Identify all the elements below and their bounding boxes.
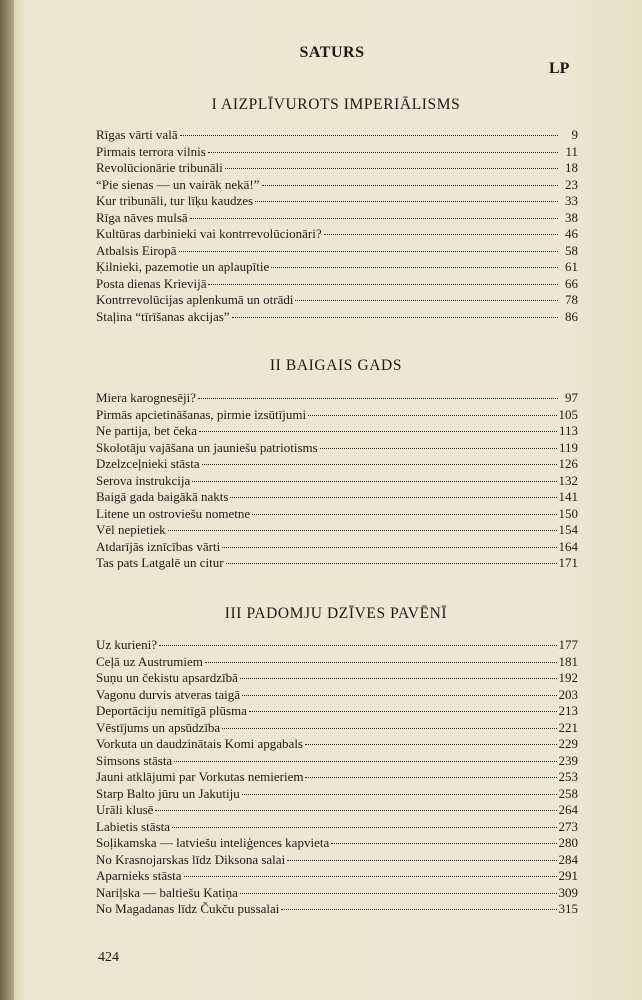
toc-entry bbox=[96, 901, 578, 918]
toc-entry-page: 11 bbox=[565, 143, 578, 159]
toc-entry-page: 171 bbox=[558, 555, 578, 570]
toc-entry-title: Soļikamska — latviešu inteliģences kapvieta bbox=[96, 835, 330, 850]
toc-entry-page: 18 bbox=[565, 160, 578, 175]
toc-entry-page: 164 bbox=[558, 538, 578, 554]
toc-entry-page: 132 bbox=[558, 472, 578, 488]
page-number: 424 bbox=[98, 950, 119, 965]
dot-leader bbox=[226, 563, 557, 564]
toc-entry bbox=[96, 226, 578, 243]
toc-entry bbox=[96, 885, 578, 902]
toc-entry bbox=[96, 720, 578, 737]
dot-leader bbox=[155, 810, 556, 811]
toc-entry bbox=[96, 210, 578, 227]
toc-entry-title: Starp Balto jūru un Jakutiju bbox=[96, 785, 240, 801]
toc-entry bbox=[96, 440, 578, 457]
toc-entry-page: 273 bbox=[558, 818, 578, 834]
toc-entry-title: Kultūras darbinieki vai kontrrevolūcionāri? bbox=[96, 226, 322, 241]
toc-entry bbox=[96, 522, 578, 539]
toc-entry-page: 239 bbox=[558, 752, 578, 768]
toc-entry-page: 78 bbox=[565, 292, 578, 307]
toc-entry-title: Simsons stāsta bbox=[96, 752, 173, 768]
toc-entry bbox=[96, 407, 578, 424]
toc-entry-page: 105 bbox=[558, 406, 578, 422]
toc-entry bbox=[96, 852, 578, 869]
toc-entry bbox=[96, 160, 578, 177]
toc-entry-title: Pirmās apcietināšanas, pirmie izsūtījumi bbox=[96, 406, 307, 422]
page-column-label: LP bbox=[549, 60, 570, 77]
dot-leader bbox=[252, 514, 556, 515]
dot-leader bbox=[287, 860, 556, 861]
toc-entry-page: 66 bbox=[565, 275, 578, 291]
toc-entry bbox=[96, 423, 578, 440]
dot-leader bbox=[230, 497, 556, 498]
toc-entry-page: 119 bbox=[558, 439, 578, 455]
dot-leader bbox=[184, 876, 557, 877]
toc-entry-title: Baigā gada baigākā nakts bbox=[96, 489, 229, 504]
dot-leader bbox=[208, 152, 558, 153]
dot-leader bbox=[305, 744, 557, 745]
toc-entry-page: 181 bbox=[558, 653, 578, 669]
toc-entry bbox=[96, 819, 578, 836]
toc-entry bbox=[96, 637, 578, 654]
toc-section-3 bbox=[96, 637, 578, 918]
toc-section-1 bbox=[96, 127, 578, 325]
toc-entry-title: Litene un ostroviešu nometne bbox=[96, 505, 251, 521]
toc-entry-title: Vorkuta un daudzinātais Komi apgabals bbox=[96, 736, 303, 751]
dot-leader bbox=[232, 317, 558, 318]
toc-entry bbox=[96, 309, 578, 326]
toc-entry bbox=[96, 753, 578, 770]
toc-entry bbox=[96, 703, 578, 720]
section-title-2: II BAIGAIS GADS bbox=[269, 357, 403, 374]
toc-entry-title: Atdarījās iznīcības vārti bbox=[96, 538, 221, 554]
dot-leader bbox=[222, 728, 556, 729]
toc-entry bbox=[96, 506, 578, 523]
dot-leader bbox=[198, 398, 558, 399]
dot-leader bbox=[295, 300, 558, 301]
toc-entry-page: 177 bbox=[558, 637, 578, 652]
dot-leader bbox=[271, 267, 558, 268]
dot-leader bbox=[242, 695, 556, 696]
toc-entry bbox=[96, 539, 578, 556]
toc-entry-title: Dzelzceļnieki stāsta bbox=[96, 456, 200, 471]
toc-entry-title: Aparnieks stāsta bbox=[96, 868, 182, 883]
toc-entry-title: Posta dienas Krievijā bbox=[96, 275, 207, 291]
dot-leader bbox=[262, 185, 558, 186]
toc-entry bbox=[96, 555, 578, 572]
toc-entry-page: 97 bbox=[565, 390, 578, 405]
dot-leader bbox=[240, 893, 557, 894]
toc-entry-page: 126 bbox=[558, 456, 578, 471]
toc-entry-title: “Pie sienas — un vairāk nekā!” bbox=[96, 176, 260, 192]
toc-entry-page: 150 bbox=[558, 505, 578, 521]
toc-entry-page: 86 bbox=[565, 308, 578, 324]
toc-entry-title: Serova instrukcija bbox=[96, 472, 191, 488]
toc-entry-title: Tas pats Latgalē un citur bbox=[96, 555, 224, 570]
toc-entry bbox=[96, 868, 578, 885]
dot-leader bbox=[172, 827, 556, 828]
toc-entry bbox=[96, 193, 578, 210]
toc-entry bbox=[96, 177, 578, 194]
dot-leader bbox=[222, 547, 556, 548]
toc-entry-page: 38 bbox=[565, 209, 578, 225]
toc-entry-page: 280 bbox=[558, 835, 578, 850]
toc-entry-title: Ķilnieki, pazemotie un aplaupītie bbox=[96, 259, 270, 274]
toc-entry-title: Uz kurieni? bbox=[96, 637, 158, 652]
dot-leader bbox=[242, 794, 557, 795]
toc-entry bbox=[96, 243, 578, 260]
toc-entry-title: Staļina “tīrīšanas akcijas” bbox=[96, 308, 230, 324]
toc-entry bbox=[96, 456, 578, 473]
toc-entry-title: Deportāciju nemitīgā plūsma bbox=[96, 703, 247, 718]
toc-entry bbox=[96, 654, 578, 671]
toc-entry-page: 264 bbox=[558, 802, 578, 817]
dot-leader bbox=[179, 251, 558, 252]
toc-entry bbox=[96, 473, 578, 490]
toc-entry-page: 221 bbox=[558, 719, 578, 735]
dot-leader bbox=[174, 761, 556, 762]
toc-entry-title: Ceļā uz Austrumiem bbox=[96, 653, 203, 669]
toc-section-2 bbox=[96, 390, 578, 572]
dot-leader bbox=[180, 135, 558, 136]
toc-entry bbox=[96, 786, 578, 803]
toc-entry-page: 229 bbox=[558, 736, 578, 751]
toc-entry-page: 315 bbox=[558, 901, 578, 916]
toc-entry-title: Urāli klusē bbox=[96, 802, 154, 817]
toc-entry-title: Nariļska — baltiešu Katiņa bbox=[96, 884, 238, 900]
dot-leader bbox=[208, 284, 558, 285]
toc-entry bbox=[96, 259, 578, 276]
dot-leader bbox=[324, 234, 558, 235]
toc-entry-title: Revolūcionārie tribunāli bbox=[96, 160, 223, 175]
toc-entry-title: Vēl nepietiek bbox=[96, 522, 166, 537]
toc-entry-page: 203 bbox=[558, 686, 578, 702]
toc-entry-page: 46 bbox=[565, 226, 578, 241]
toc-entry-title: Rīgas vārti valā bbox=[96, 127, 178, 142]
dot-leader bbox=[249, 711, 557, 712]
toc-entry-title: Jauni atklājumi par Vorkutas nemieriem bbox=[96, 769, 304, 784]
dot-leader bbox=[205, 662, 557, 663]
toc-entry bbox=[96, 736, 578, 753]
dot-leader bbox=[331, 843, 556, 844]
toc-entry bbox=[96, 802, 578, 819]
toc-entry-page: 61 bbox=[565, 259, 578, 274]
toc-entry-title: Kur tribunāli, tur līķu kaudzes bbox=[96, 193, 254, 208]
toc-entry-title: No Magadanas līdz Čukču pussalai bbox=[96, 901, 280, 916]
dot-leader bbox=[192, 481, 556, 482]
toc-entry-page: 284 bbox=[558, 851, 578, 867]
book-spine-shadow bbox=[0, 0, 14, 1000]
toc-entry-page: 253 bbox=[558, 769, 578, 784]
toc-entry bbox=[96, 489, 578, 506]
toc-entry-page: 258 bbox=[558, 785, 578, 801]
toc-entry-title: Miera karognesēji? bbox=[96, 390, 196, 405]
toc-entry-page: 33 bbox=[565, 193, 578, 208]
toc-entry-page: 192 bbox=[558, 670, 578, 685]
section-title-1: I AIZPLĪVUROTS IMPERIĀLISMS bbox=[211, 96, 461, 113]
toc-entry-title: Vagonu durvis atveras taigā bbox=[96, 686, 241, 702]
toc-entry bbox=[96, 144, 578, 161]
dot-leader bbox=[159, 645, 556, 646]
toc-entry-page: 154 bbox=[558, 522, 578, 537]
section-title-3: III PADOMJU DZĪVES PAVĒNĪ bbox=[224, 605, 448, 622]
dot-leader bbox=[168, 530, 557, 531]
toc-entry-title: Vēstījums un apsūdzība bbox=[96, 719, 221, 735]
toc-entry-title: No Krasnojarskas līdz Diksona salai bbox=[96, 851, 286, 867]
toc-entry-page: 291 bbox=[558, 868, 578, 883]
dot-leader bbox=[308, 415, 556, 416]
dot-leader bbox=[225, 168, 558, 169]
toc-entry bbox=[96, 276, 578, 293]
dot-leader bbox=[255, 201, 558, 202]
toc-entry bbox=[96, 835, 578, 852]
toc-entry-page: 141 bbox=[558, 489, 578, 504]
toc-entry-page: 113 bbox=[558, 423, 578, 438]
toc-entry-page: 309 bbox=[558, 884, 578, 900]
dot-leader bbox=[240, 678, 557, 679]
toc-entry-title: Rīga nāves mulsā bbox=[96, 209, 188, 225]
toc-entry bbox=[96, 390, 578, 407]
toc-entry-title: Skolotāju vajāšana un jauniešu patriotisms bbox=[96, 439, 318, 455]
toc-entry bbox=[96, 670, 578, 687]
toc-entry-title: Labietis stāsta bbox=[96, 818, 171, 834]
page-title: SATURS bbox=[299, 44, 365, 61]
toc-entry-title: Ne partija, bet čeka bbox=[96, 423, 198, 438]
toc-entry bbox=[96, 769, 578, 786]
toc-entry bbox=[96, 292, 578, 309]
toc-entry-title: Pirmais terrora vilnis bbox=[96, 143, 206, 159]
dot-leader bbox=[190, 218, 558, 219]
dot-leader bbox=[305, 777, 556, 778]
dot-leader bbox=[199, 431, 557, 432]
dot-leader bbox=[281, 909, 556, 910]
dot-leader bbox=[202, 464, 557, 465]
toc-entry-page: 213 bbox=[558, 703, 578, 718]
toc-entry-title: Suņu un čekistu apsardzībā bbox=[96, 670, 238, 685]
toc-entry bbox=[96, 687, 578, 704]
dot-leader bbox=[320, 448, 557, 449]
toc-entry-page: 23 bbox=[565, 176, 578, 192]
toc-entry-page: 9 bbox=[571, 127, 578, 142]
toc-entry-title: Atbalsis Eiropā bbox=[96, 242, 177, 258]
toc-entry-title: Kontrrevolūcijas aplenkumā un otrādi bbox=[96, 292, 294, 307]
toc-entry bbox=[96, 127, 578, 144]
toc-entry-page: 58 bbox=[565, 242, 578, 258]
